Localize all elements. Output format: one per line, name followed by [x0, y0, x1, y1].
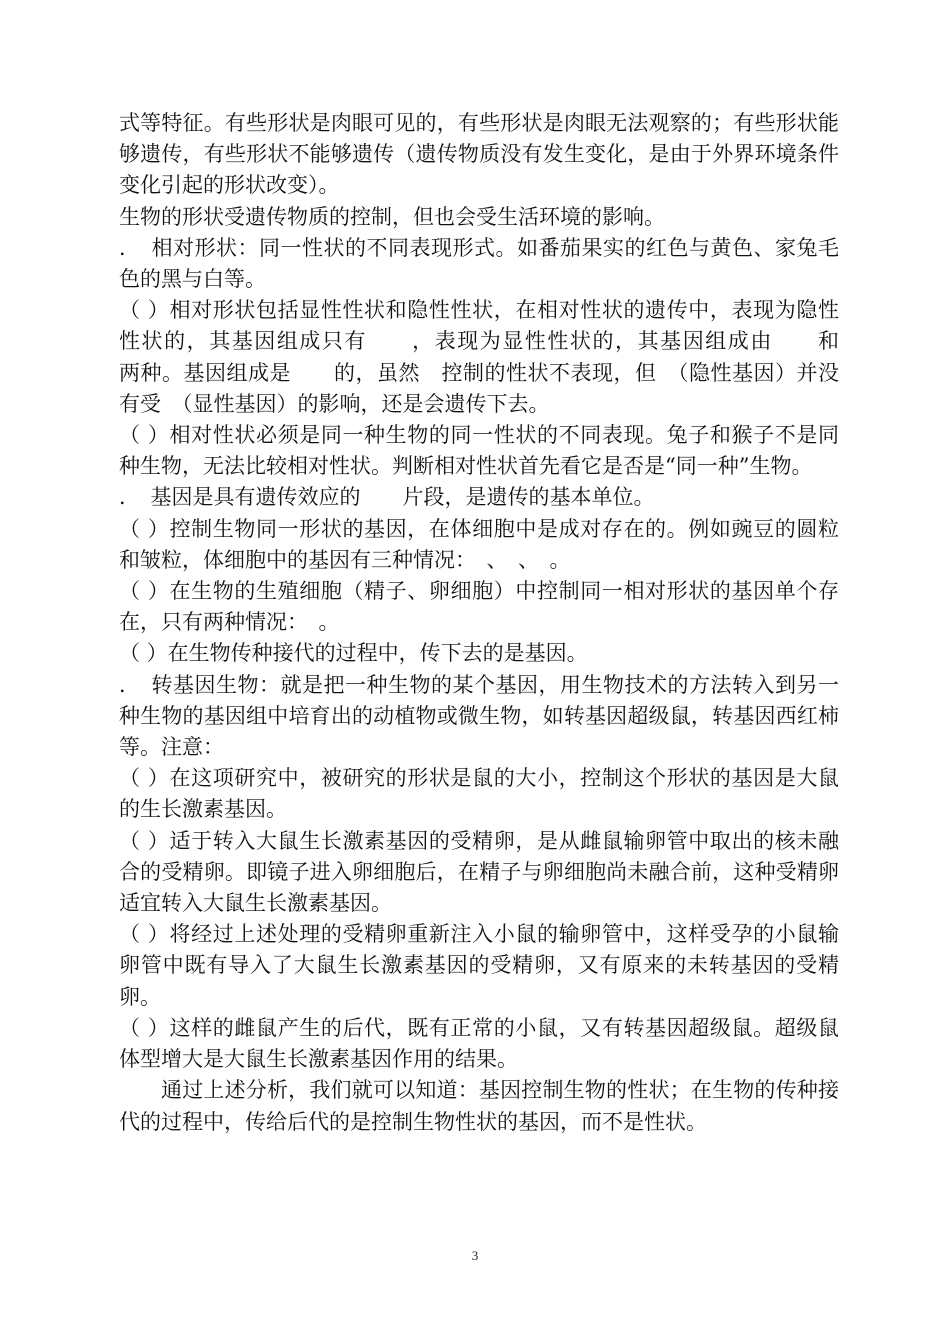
paragraph-dominant-recessive: （ ）相对形状包括显性性状和隐性性状，在相对性状的遗传中，表现为隐性性状的，其基因组成只有 ，表现为显性性状的，其基因组成由 和 两种。基因组成是 的，虽然 控制的性状不表现，但 （隐性基因）并没有受 （显性基因）的影响，还是会遗传下去。: [119, 298, 881, 416]
paragraph-fertilized-egg: （ ）适于转入大鼠生长激素基因的受精卵，是从雌鼠输卵管中取出的核未融合的受精卵。即镜子进入卵细胞后，在精子与卵细胞尚未融合前，这种受精卵适宜转入大鼠生长激素基因。: [119, 828, 839, 916]
paragraph-offspring-result: （ ）这样的雌鼠产生的后代，既有正常的小鼠，又有转基因超级鼠。超级鼠体型增大是大鼠生长激素基因作用的结果。: [119, 1015, 839, 1072]
paragraph-gene-definition: ． 基因是具有遗传效应的 片段，是遗传的基本单位。: [119, 485, 655, 510]
paragraph-inheritance-genes: （ ）在生物传种接代的过程中，传下去的是基因。: [119, 641, 588, 666]
paragraph-same-species-note: （ ）相对性状必须是同一种生物的同一性状的不同表现。兔子和猴子不是同种生物，无法比较相对性状。判断相对性状首先看它是否是“同一种”生物。: [119, 423, 839, 479]
paragraph-trait-features: 式等特征。有些形状是肉眼可见的，有些形状是肉眼无法观察的；有些形状能够遗传，有些形状不能够遗传（遗传物质没有发生变化，是由于外界环境条件变化引起的形状改变）。: [119, 111, 839, 198]
paragraph-germ-cell-genes: （ ）在生物的生殖细胞（精子、卵细胞）中控制同一相对形状的基因单个存在，只有两种情况： 。: [119, 579, 839, 635]
paragraph-environment-influence: 生物的形状受遗传物质的控制，但也会受生活环境的影响。: [119, 204, 665, 229]
paragraph-relative-traits-definition: ． 相对形状：同一性状的不同表现形式。如番茄果实的红色与黄色、家兔毛色的黑与白等。: [119, 235, 839, 292]
document-body: [119, 108, 881, 1138]
paragraph-research-trait: （ ）在这项研究中，被研究的形状是鼠的大小，控制这个形状的基因是大鼠的生长激素基因。: [119, 766, 839, 822]
paragraph-oviduct-injection: （ ）将经过上述处理的受精卵重新注入小鼠的输卵管中，这样受孕的小鼠输卵管中既有导入了大鼠生长激素基因的受精卵，又有原来的未转基因的受精卵。: [119, 922, 839, 1009]
paragraph-conclusion: 通过上述分析，我们就可以知道：基因控制生物的性状；在生物的传种接代的过程中，传给后代的是控制生物性状的基因，而不是性状。: [119, 1078, 839, 1134]
page-number: 3: [471, 1248, 479, 1263]
paragraph-transgenic-definition: ． 转基因生物：就是把一种生物的某个基因，用生物技术的方法转入到另一种生物的基因组中培育出的动植物或微生物，如转基因超级鼠，转基因西红柿等。注意：: [119, 672, 839, 760]
paragraph-somatic-cell-genes: （ ）控制生物同一形状的基因，在体细胞中是成对存在的。例如豌豆的圆粒和皱粒，体细胞中的基因有三种情况： 、 、 。: [119, 516, 839, 572]
